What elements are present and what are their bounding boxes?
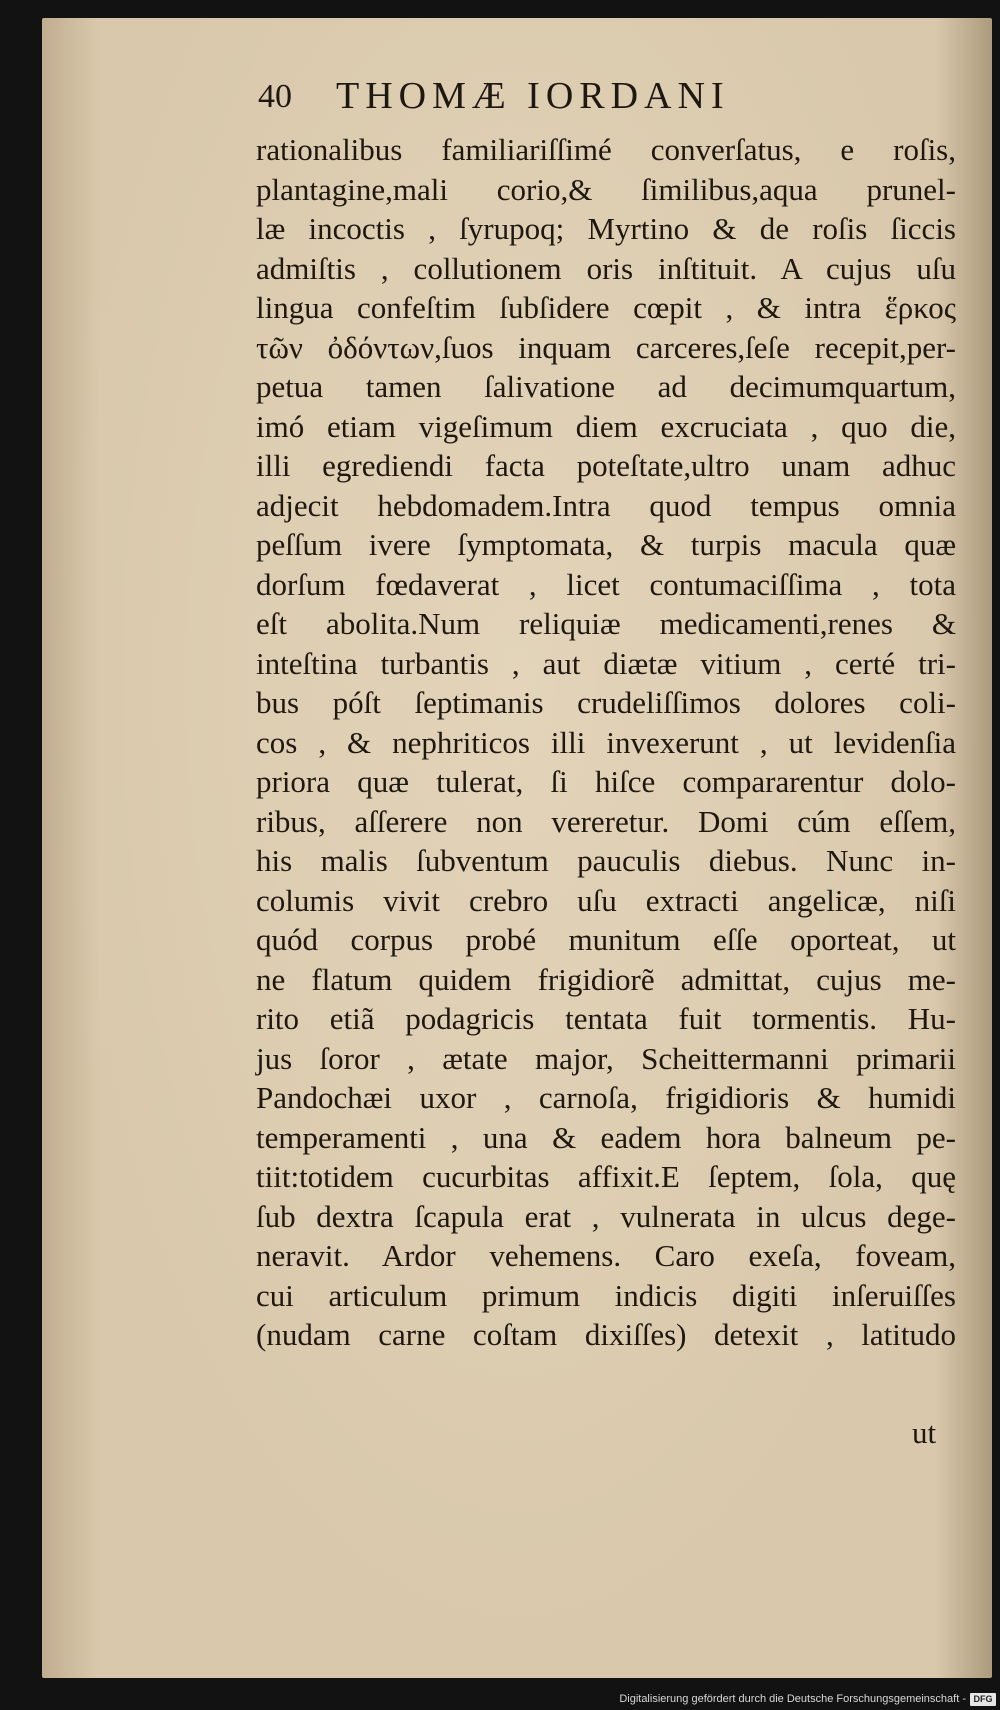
text-line: eſt abolita.Num reliquiæ medicamenti,renes & xyxy=(256,606,956,641)
text-line: (nudam carne coſtam dixiſſes) detexit , latitudo xyxy=(256,1317,956,1352)
text-line: priora quæ tulerat, ſi hiſce compararentur dolo- xyxy=(256,764,956,799)
text-line: plantagine,mali corio,& ſimilibus,aqua prunel- xyxy=(256,171,956,207)
text-line: dorſum fœdaverat , licet contumaciſſima , tota xyxy=(256,566,956,602)
text-line: bus póſt ſeptimanis crudeliſſimos dolores coli- xyxy=(256,685,956,720)
text-line: inteſtina turbantis , aut diætæ vitium , certé tri- xyxy=(256,645,956,681)
footer-bar xyxy=(0,1690,1000,1710)
catchword: ut xyxy=(912,1415,937,1450)
text-line: imó etiam vigeſimum diem excruciata , quo die, xyxy=(256,408,956,444)
text-line: τῶν ὀδόντων,ſuos inquam carceres,ſeſe recepit,per- xyxy=(256,329,956,365)
running-title: THOMÆ IORDANI xyxy=(336,75,730,117)
text-line: admiſtis , collutionem oris inſtituit. A cujus uſu xyxy=(256,250,956,286)
dfg-logo: DFG xyxy=(970,1693,996,1706)
text-line: lingua confeſtim ſubſidere cœpit , & intra ἕρκος xyxy=(256,290,956,325)
text-line: ribus, aſſerere non vereretur. Domi cúm eſſem, xyxy=(256,803,956,839)
text-line: columis vivit crebro uſu extracti angelicæ, niſi xyxy=(256,882,956,918)
text-line: cos , & nephriticos illi invexerunt , ut levidenſia xyxy=(256,724,956,760)
page-number: 40 xyxy=(258,78,292,115)
text-line: temperamenti , una & eadem hora balneum pe- xyxy=(256,1119,956,1155)
text-line: petua tamen ſalivatione ad decimumquartum, xyxy=(256,369,956,404)
text-line: neravit. Ardor vehemens. Caro exeſa, foveam, xyxy=(256,1238,956,1273)
text-line: cui articulum primum indicis digiti inſeruiſſes xyxy=(256,1277,956,1313)
text-line: ne flatum quidem frigidiorẽ admittat, cujus me- xyxy=(256,961,956,997)
text-line: Pandochæi uxor , carnoſa, frigidioris & humidi xyxy=(256,1080,956,1115)
text-line: quód corpus probé munitum eſſe oporteat, ut xyxy=(256,922,956,957)
text-line: læ incoctis , ſyrupoq; Myrtino & de roſis ſiccis xyxy=(256,211,956,246)
text-line: tiit:totidem cucurbitas affixit.E ſeptem, ſola, quę xyxy=(256,1159,956,1194)
body-text xyxy=(256,130,956,1355)
text-line: rito etiã podagricis tentata fuit tormentis. Hu- xyxy=(256,1001,956,1036)
funding-notice: Digitalisierung gefördert durch die Deutsche Forschungsgemeinschaft - xyxy=(619,1693,966,1705)
text-line: peſſum ivere ſymptomata, & turpis macula quæ xyxy=(256,527,956,562)
text-line: his malis ſubventum pauculis diebus. Nunc in- xyxy=(256,843,956,878)
running-head xyxy=(258,74,848,124)
text-line: jus ſoror , ætate major, Scheittermanni primarii xyxy=(256,1040,956,1076)
text-line: rationalibus familiariſſimé converſatus, e roſis, xyxy=(256,132,956,167)
text-line: ſub dextra ſcapula erat , vulnerata in ulcus dege- xyxy=(256,1198,956,1234)
text-line: illi egrediendi facta poteſtate,ultro unam adhuc xyxy=(256,448,956,483)
text-line: adjecit hebdomadem.Intra quod tempus omnia xyxy=(256,487,956,523)
